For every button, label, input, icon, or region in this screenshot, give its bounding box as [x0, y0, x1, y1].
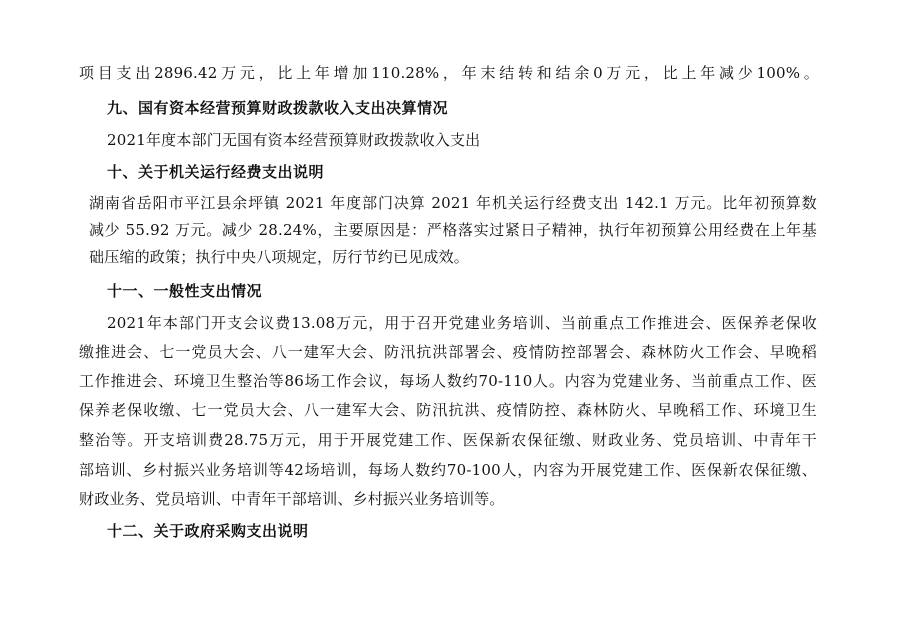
- paragraph-general-expense-line-6: 部培训、乡村振兴业务培训等42场培训，每场人数约70-100人，内容为开展党建工作、医保新农保征缴、: [79, 461, 817, 479]
- paragraph-general-expense-line-5: 整治等。开支培训费28.75万元，用于开展党建工作、医保新农保征缴、财政业务、党员培训、中青年干: [79, 431, 817, 449]
- section-heading-12: 十二、关于政府采购支出说明: [107, 522, 309, 540]
- section-heading-10: 十、关于机关运行经费支出说明: [107, 163, 325, 181]
- paragraph-general-expense-line-7: 财政业务、党员培训、中青年干部培训、乡村振兴业务培训等。: [79, 490, 505, 508]
- paragraph-general-expense-line-4: 保养老保收缴、七一党员大会、八一建军大会、防汛抗洪、疫情防控、森林防火、早晚稻工作、环境卫生: [79, 401, 817, 419]
- paragraph-general-expense-line-2: 缴推进会、七一党员大会、八一建军大会、防汛抗洪部署会、疫情防控部署会、森林防火工作会、早晚稻: [79, 343, 817, 361]
- paragraph-state-capital-line: 2021年度本部门无国有资本经营预算财政拨款收入支出: [107, 131, 481, 149]
- paragraph-operating-expense-line-1: 湖南省岳阳市平江县余坪镇 2021 年度部门决算 2021 年机关运行经费支出 142.1 万元。比年初预算数: [89, 194, 817, 212]
- section-heading-9: 九、国有资本经营预算财政拨款收入支出决算情况: [107, 99, 449, 117]
- section-heading-11: 十一、一般性支出情况: [107, 282, 263, 300]
- paragraph-general-expense-line-3: 工作推进会、环境卫生整治等86场工作会议，每场人数约70-110人。内容为党建业务、当前重点工作、医: [79, 372, 817, 390]
- paragraph-operating-expense-line-3: 础压缩的政策；执行中央八项规定，厉行节约已见成效。: [89, 248, 470, 266]
- paragraph-general-expense-line-1: 2021年本部门开支会议费13.08万元，用于召开党建业务培训、当前重点工作推进会、医保养老保收: [107, 314, 817, 332]
- paragraph-operating-expense-line-2: 减少 55.92 万元。减少 28.24%，主要原因是：严格落实过紧日子精神，执行年初预算公用经费在上年基: [89, 221, 817, 239]
- paragraph-project-expense-line: 项目支出2896.42万元，比上年增加110.28%，年末结转和结余0万元，比上年减少100%。: [79, 64, 819, 82]
